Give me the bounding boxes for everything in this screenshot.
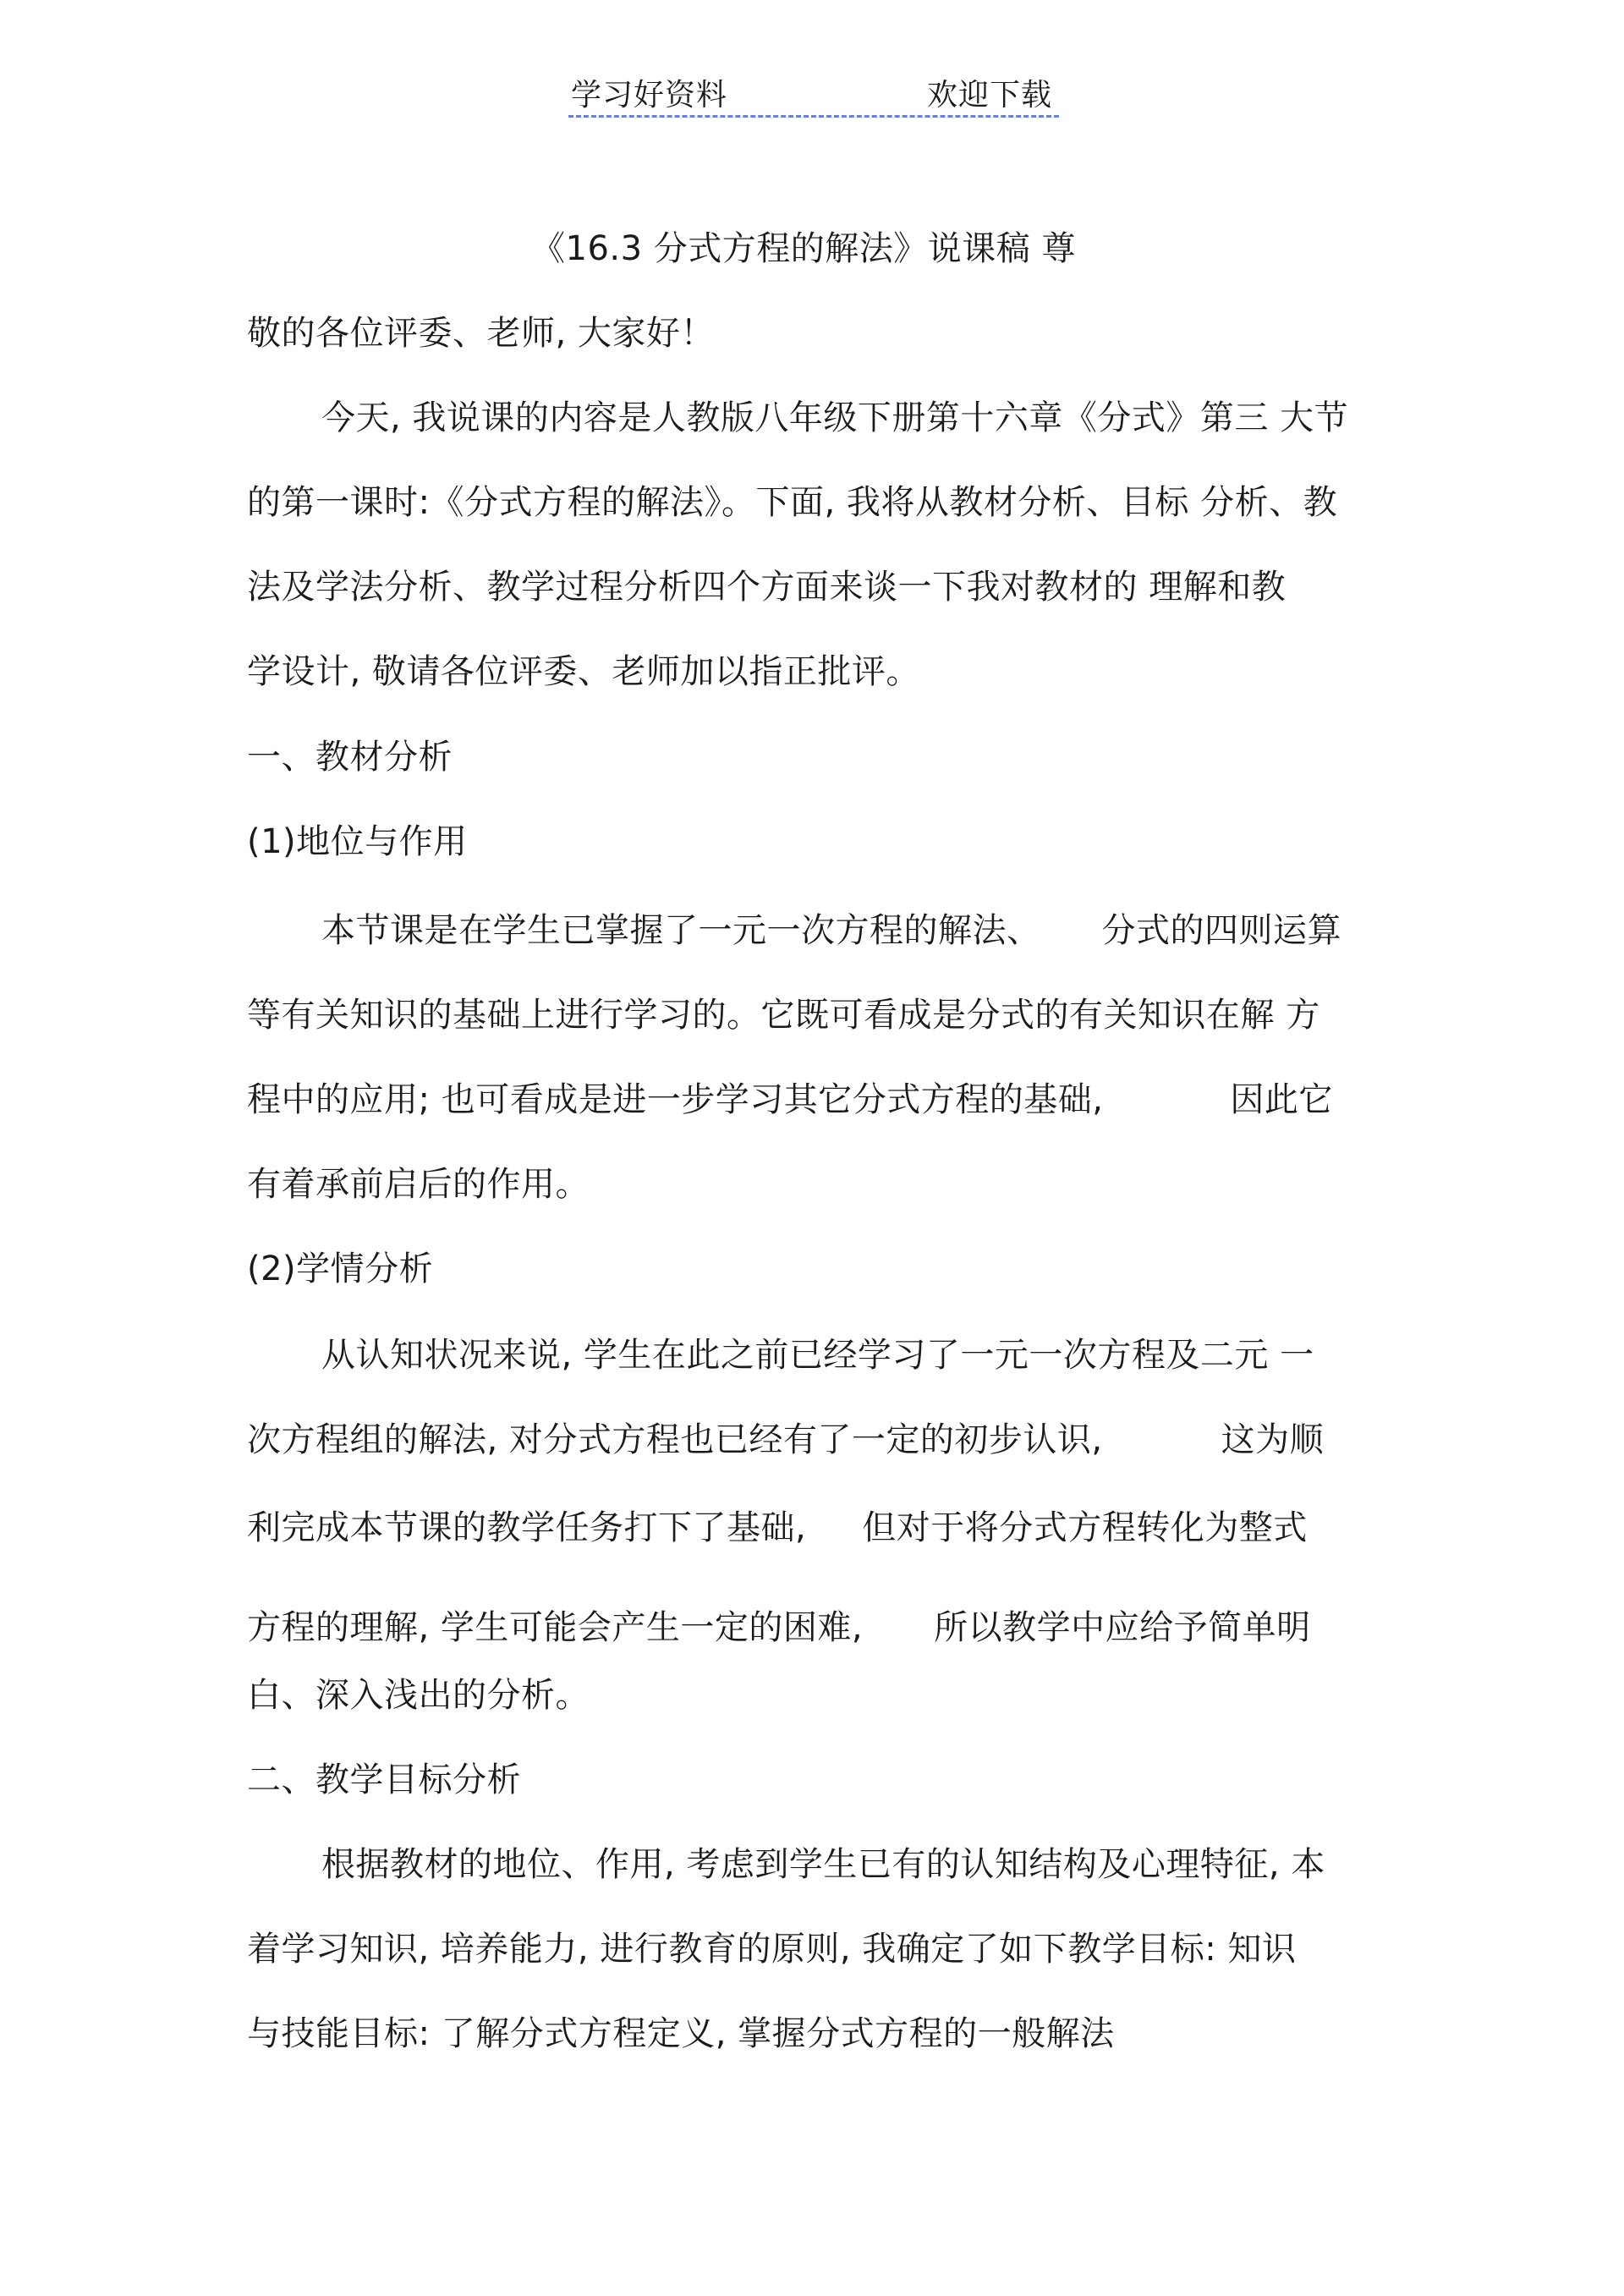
- text-segment: 利完成本节课的教学任务打下了基础,: [247, 1508, 807, 1547]
- text-segment: 本节课是在学生已掌握了一元一次方程的解法、: [321, 911, 1041, 950]
- header-right-text: 欢迎下载: [927, 78, 1053, 113]
- text-segment: 方程的理解, 学生可能会产生一定的困难,: [247, 1608, 864, 1647]
- text-segment: 程中的应用; 也可看成是进一步学习其它分式方程的基础,: [247, 1080, 1104, 1119]
- paragraph-line: 根据教材的地位、作用, 考虑到学生已有的认知结构及心理特征, 本: [321, 1845, 1325, 1884]
- text-segment: 因此它: [1230, 1080, 1333, 1119]
- paragraph-line: 的第一课时:《分式方程的解法》。下面, 我将从教材分析、目标 分析、教: [247, 483, 1338, 522]
- paragraph-line: [247, 1501, 1308, 1549]
- paragraph-line: 法及学法分析、教学过程分析四个方面来谈一下我对教材的 理解和教: [247, 568, 1287, 607]
- document-title: 《16.3 分式方程的解法》说课稿 尊: [531, 229, 1076, 268]
- paragraph-line: 今天, 我说课的内容是人教版八年级下册第十六章《分式》第三 大节: [321, 398, 1349, 437]
- paragraph-line: [321, 904, 1341, 952]
- header-left-text: 学习好资料: [571, 78, 728, 113]
- paragraph-line: [247, 1413, 1324, 1461]
- paragraph-line: 等有关知识的基础上进行学习的。它既可看成是分式的有关知识在解 方: [247, 996, 1320, 1035]
- section-heading: 一、教材分析: [247, 738, 453, 777]
- paragraph-line: 有着承前启后的作用。: [247, 1165, 590, 1204]
- section-heading: 二、教学目标分析: [247, 1760, 521, 1799]
- paragraph-line: [247, 1601, 1311, 1649]
- paragraph-line: 学设计, 敬请各位评委、老师加以指正批评。: [247, 652, 920, 691]
- subsection-heading: (1)地位与作用: [247, 822, 468, 861]
- page-header: [0, 71, 1624, 122]
- paragraph-line: 与技能目标: 了解分式方程定义, 掌握分式方程的一般解法: [247, 2014, 1115, 2053]
- header-dashed-underline: [568, 115, 1059, 118]
- text-segment: 但对于将分式方程转化为整式: [862, 1508, 1308, 1547]
- paragraph-line: 着学习知识, 培养能力, 进行教育的原则, 我确定了如下教学目标: 知识: [247, 1930, 1297, 1969]
- paragraph-line: 白、深入浅出的分析。: [247, 1676, 590, 1715]
- paragraph-line: 从认知状况来说, 学生在此之前已经学习了一元一次方程及二元 一: [321, 1336, 1314, 1375]
- text-segment: 所以教学中应给予简单明: [934, 1608, 1311, 1647]
- text-segment: 分式的四则运算: [1101, 911, 1341, 950]
- paragraph-line: 敬的各位评委、老师, 大家好！: [247, 314, 715, 353]
- text-segment: 次方程组的解法, 对分式方程也已经有了一定的初步认识,: [247, 1420, 1103, 1459]
- subsection-heading: (2)学情分析: [247, 1250, 434, 1288]
- paragraph-line: [247, 1073, 1333, 1121]
- text-segment: 这为顺: [1221, 1420, 1325, 1459]
